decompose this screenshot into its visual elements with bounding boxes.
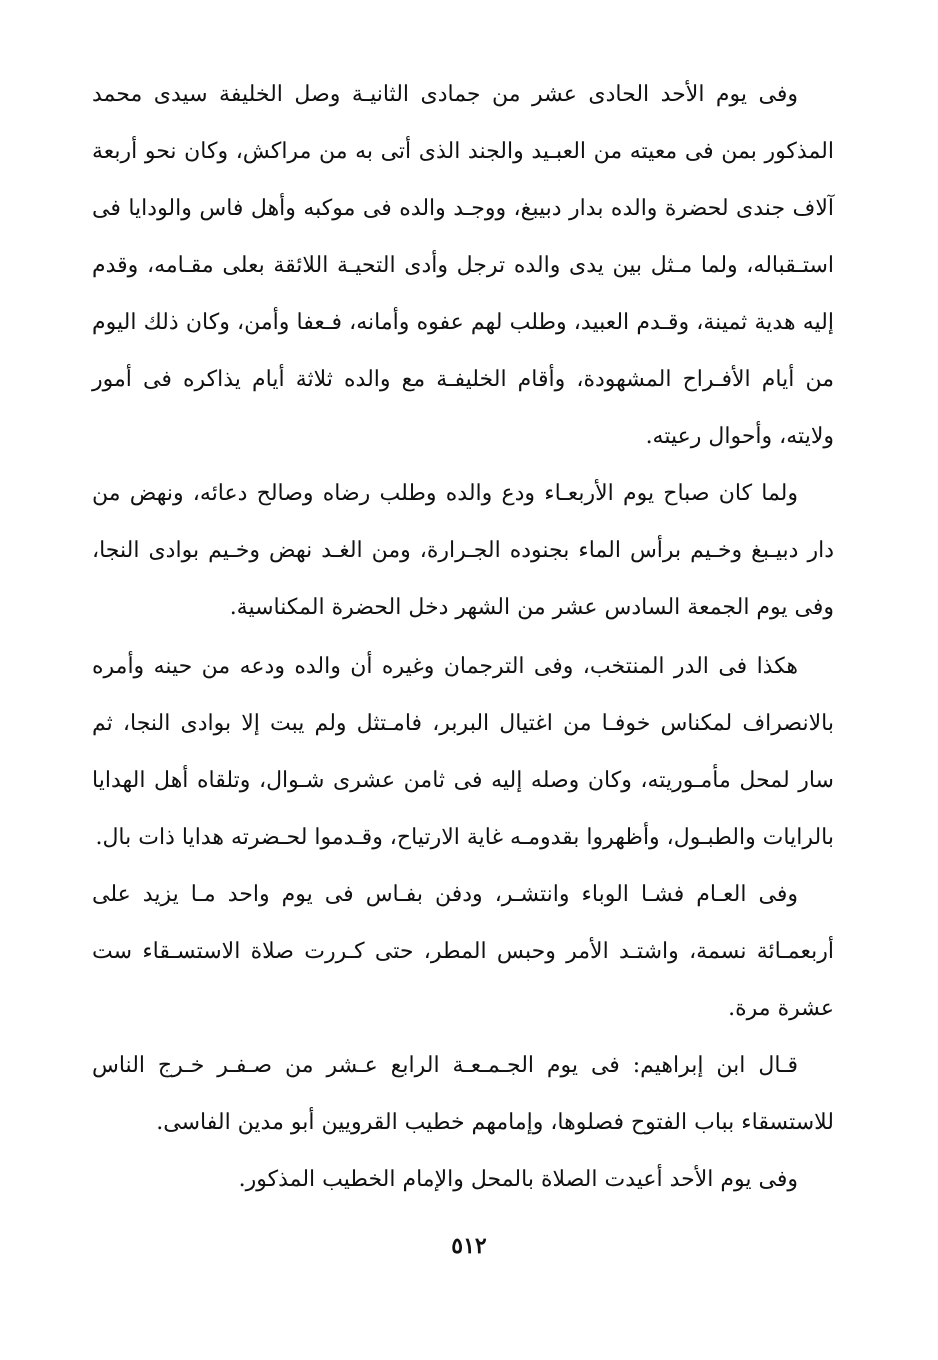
paragraph-2: ولما كان صباح يوم الأربعـاء ودع والده وطلب رضاه وصالح دعائه، ونهض من دار دبيـبغ وخـيم برأس الماء بجنوده الجـرارة، ومن الغـد نهض وخـيم بوادى النجا، وفى يوم الجمعة السادس عشر من الشهر دخل الحضرة المكناسية. xyxy=(92,481,834,620)
paragraph-4: وفى العـام فشـا الوباء وانتشـر، ودفن بفـاس فى يوم واحد مـا يزيد على أربعمـائة نسمة، واشتـد الأمر وحبس المطر، حتى كـررت صلاة الاستسـقاء ست عشرة مرة. xyxy=(92,882,835,1021)
page-body xyxy=(92,66,834,1208)
paragraph-3: هكذا فى الدر المنتخب، وفى الترجمان وغيره أن والده ودعه من حينه وأمره بالانصراف لمكناس خوفـا من اغتيال البربر، فامـتثل ولم يبت إلا بوادى النجا، ثم سار لمحل مأمـوريته، وكان وصله إليه فى ثامن عشرى شـوال، وتلقاه أهل الهدايا بالرايات والطبـول، وأظهروا بقدومـه غاية الارتياح، وقـدموا لحـضرته هدايا ذات بال. xyxy=(92,654,834,850)
paragraph-6: وفى يوم الأحد أعيدت الصلاة بالمحل والإمام الخطيب المذكور. xyxy=(238,1167,798,1192)
paragraph-1: وفى يوم الأحد الحادى عشر من جمادى الثانيـة وصل الخليفة سيدى محمد المذكور بمن فى معيته من العبـيد والجند الذى أتى به من مراكش، وكان نحو أربعة آلاف جندى لحضرة والده بدار دبيبغ، ووجـد والده فى موكبه وأهل فاس والودايا فى استـقباله، ولما مـثل بين يدى والده ترجل وأدى التحيـة اللائقة بعلى مقـامه، وقدم إليه هدية ثمينة، وقـدم العبيد، وطلب لهم عفوه وأمانه، فـعفا وأمن، وكان ذلك اليوم من أيام الأفـراح المشهودة، وأقام الخليفـة مع والده ثلاثة أيام يذاكره فى أمور ولايته، وأحوال رعيته. xyxy=(92,82,834,449)
page-number: ٥١٢ xyxy=(451,1233,487,1259)
paragraph-5: قـال ابن إبراهيم: فى يوم الجـمـعـة الرابع عـشر من صـفـر خـرج الناس للاستسقاء بباب الفتوح فصلوها، وإمامهم خطيب القرويين أبو مدين الفاسى. xyxy=(92,1053,834,1135)
